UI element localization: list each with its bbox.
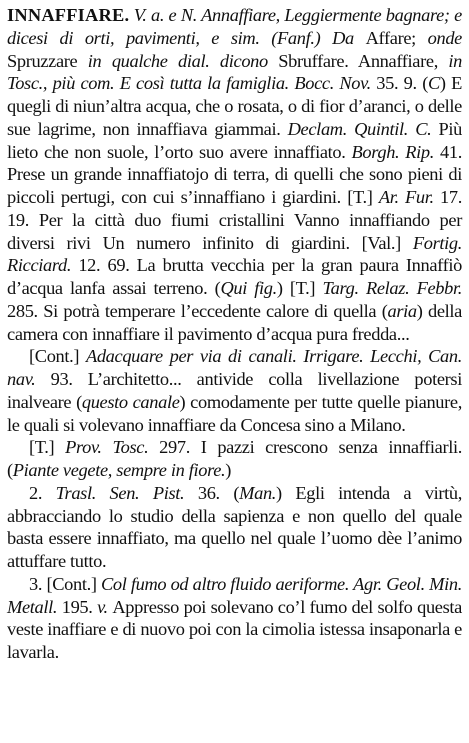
text-segment: ) [225, 460, 232, 480]
text-segment: [T.] [29, 437, 66, 458]
italic-segment: in qualche dial. dicono [87, 50, 279, 71]
text-segment: 297. I pazzi crescono senza innaffiarli. ( [7, 437, 463, 480]
text-segment: 12. 69. La brutta vecchia per la gran paura Innaffiò d’acqua lanfa assai terreno. ( [7, 255, 462, 298]
italic-segment: Qui fig. [220, 278, 277, 298]
text-segment: 17. 19. Per la città duo fiumi cristallini Vanno innaffiando per diversi rivi Un numero infinito di giardini. [Val.] [7, 187, 462, 253]
text-segment: ) [T.] [276, 278, 323, 298]
text-segment: 35. 9. ( [376, 73, 428, 94]
entry-sense-paragraph [7, 436, 462, 482]
text-segment: ) Egli intenda a virtù, abbracciando lo studio della sapienza e non quello del quale basta essere innaffiato, ma quello nel quale l’uomo dèe l’animo attuffare tutto. [7, 482, 462, 571]
italic-segment: Adacquare per via di canali. Irrigare. Lecchi, Can. nav. [7, 346, 462, 389]
italic-segment: Prov. Tosc. [65, 437, 160, 458]
entry-sense-paragraph [7, 573, 462, 664]
italic-segment: questo canale [81, 391, 180, 412]
entry-headword: INNAFFIARE. [7, 5, 130, 25]
text-segment: ) comodamente per tutte quelle pianure, le quali si volevano innaffiare da Concesa sino a Milano. [7, 391, 462, 435]
entry-sense-paragraph [7, 345, 462, 436]
text-segment: 285. Si potrà temperare l’eccedente calore di quella ( [7, 300, 388, 321]
text-segment: ) E quegli di niun’altra acqua, che o rosata, o di fior d’aranci, o delle sue lagrime, non innaffiava giammai. [7, 73, 462, 139]
text-segment: Affare; [365, 27, 428, 48]
text-segment: 36. ( [197, 482, 240, 503]
italic-segment: v. [97, 596, 113, 617]
text-segment: [Cont.] [29, 346, 86, 367]
text-segment: ) della camera con innaffiare il pavimento d’acqua pura fredda... [7, 300, 462, 344]
entry-definition-paragraph [7, 4, 462, 345]
text-segment: Appresso poi solevano co’l fumo del solfo questa veste inaffiare e di nuovo poi con la cimolia istessa insaponarla e lavarla. [7, 596, 462, 662]
italic-segment: Trasl. Sen. Pist. [55, 482, 198, 503]
italic-segment: C [427, 73, 440, 94]
italic-segment: Ar. Fur. [378, 187, 441, 207]
italic-segment: V. a. e N. Annaffiare, Leggiermente bagnare; e dicesi di orti, pavimenti, e sim. (Fanf.) Da [7, 5, 462, 48]
text-segment: 93. L’architetto... antivide colla livellazione potersi inalveare ( [7, 369, 462, 412]
text-segment: 3. [Cont.] [29, 573, 101, 594]
italic-segment: Targ. Relaz. Febbr. [322, 278, 462, 298]
italic-segment: Piante vegete, sempre in fiore. [12, 460, 226, 480]
italic-segment: Borgh. Rip. [351, 141, 441, 162]
italic-segment: aria [387, 300, 417, 321]
text-segment: Sbruffare. Annaffiare, [278, 50, 449, 71]
italic-segment: in Tosc., più com. E così tutta la famiglia. Bocc. Nov. [7, 50, 462, 94]
italic-segment: Man. [239, 482, 277, 503]
text-segment: 2. [29, 482, 56, 503]
italic-segment: Declam. Quintil. C. [287, 118, 439, 139]
text-segment: 195. [61, 596, 98, 617]
italic-segment: Col fumo od altro fluido aeriforme. Agr. Geol. Min. Metall. [7, 573, 462, 617]
entry-sense-paragraph [7, 482, 462, 573]
italic-segment: Fortig. Ricciard. [7, 232, 462, 276]
italic-segment: onde [427, 27, 462, 48]
text-segment: Spruzzare [7, 50, 88, 71]
text-segment: Più lieto che non suole, l’orto suo avere innaffiato. [7, 118, 463, 162]
text-segment: 41. Prese un grande innaffiatojo di terra, di quelli che sono pieni di piccoli pertugi, con cui s’innaffiano i giardini. [T.] [7, 141, 462, 207]
dictionary-entry-innaffiare [7, 4, 462, 664]
